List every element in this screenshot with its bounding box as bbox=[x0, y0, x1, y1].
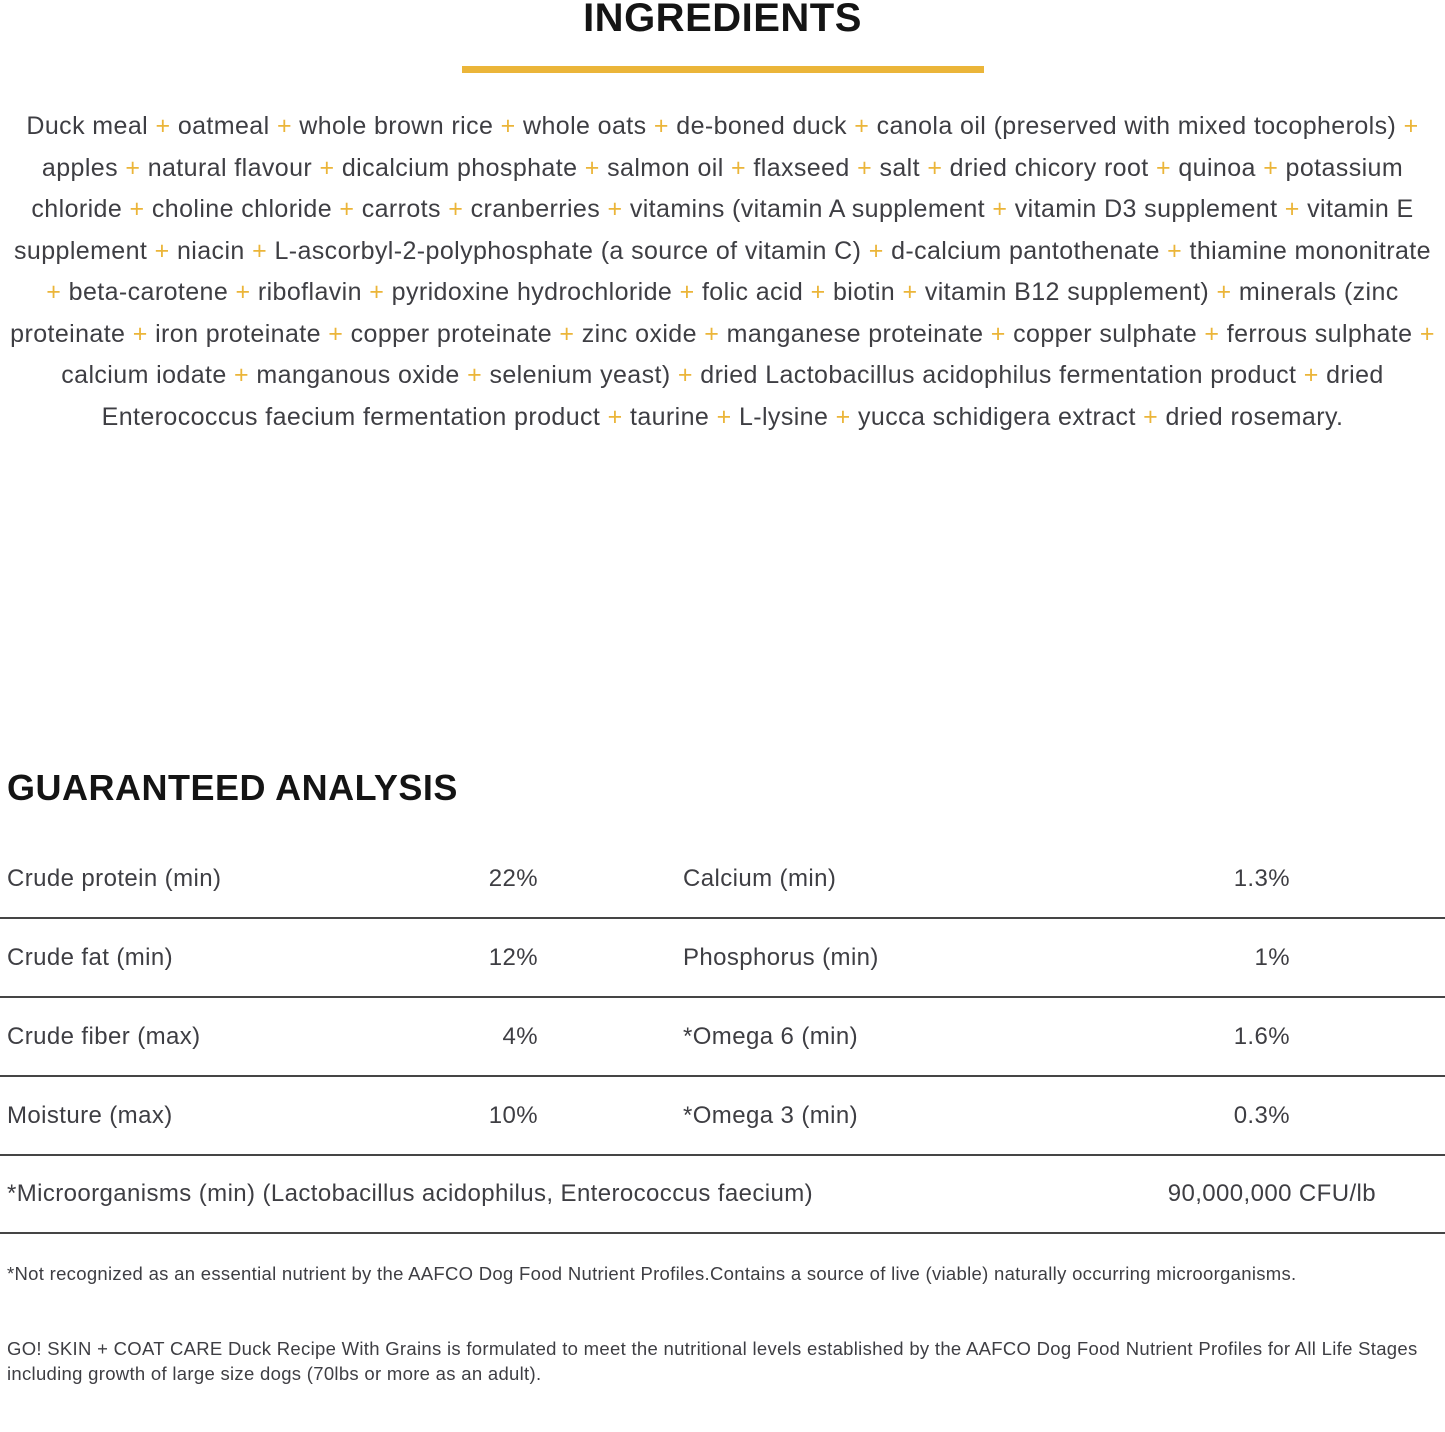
plus-separator: + bbox=[857, 153, 873, 182]
analysis-value: 1.6% bbox=[1233, 1022, 1290, 1050]
ingredient-item: manganous oxide bbox=[256, 361, 460, 389]
ingredient-item: zinc oxide bbox=[581, 319, 697, 348]
analysis-title: GUARANTEED ANALYSIS bbox=[7, 767, 458, 808]
ingredient-item: whole brown rice bbox=[299, 112, 494, 140]
plus-separator: + bbox=[1204, 319, 1220, 348]
plus-separator: + bbox=[992, 195, 1008, 223]
plus-separator: + bbox=[1143, 402, 1159, 431]
ingredient-item: selenium yeast) bbox=[489, 361, 671, 389]
ingredient-item: minerals (zinc proteinate bbox=[10, 278, 1399, 348]
plus-separator: + bbox=[1303, 361, 1319, 389]
ingredient-item: riboflavin bbox=[257, 278, 362, 306]
ingredient-item: ferrous sulphate bbox=[1226, 319, 1413, 348]
plus-separator: + bbox=[46, 278, 62, 306]
ingredients-list bbox=[6, 106, 1439, 438]
plus-separator: + bbox=[328, 319, 344, 348]
plus-separator: + bbox=[679, 278, 695, 306]
ingredient-item: yucca schidigera extract bbox=[858, 402, 1136, 431]
ingredient-item: cranberries bbox=[470, 195, 601, 223]
ingredient-item: choline chloride bbox=[151, 195, 332, 223]
ingredient-item: carrots bbox=[361, 195, 441, 223]
plus-separator: + bbox=[835, 402, 851, 431]
plus-separator: + bbox=[1216, 278, 1232, 306]
analysis-row-fat-phosphorus bbox=[0, 919, 1445, 998]
ingredient-item: salt bbox=[879, 153, 920, 182]
plus-separator: + bbox=[731, 153, 747, 182]
footnote-formulation-statement: GO! SKIN + COAT CARE Duck Recipe With Grains is formulated to meet the nutritional levels established by the AAFCO Dog Food Nutrient Profiles for All Life Stages including growth of large size dogs (70lbs or more as an adult). bbox=[7, 1338, 1418, 1384]
analysis-label: Crude protein (min) bbox=[7, 864, 222, 892]
plus-separator: + bbox=[810, 278, 826, 306]
plus-separator: + bbox=[155, 112, 171, 140]
ingredient-item: biotin bbox=[832, 278, 896, 306]
ingredient-item: apples bbox=[41, 153, 118, 182]
analysis-table bbox=[0, 840, 1445, 1234]
analysis-row-fiber-omega6 bbox=[0, 998, 1445, 1077]
analysis-value: 1% bbox=[1254, 943, 1290, 971]
plus-separator: + bbox=[1167, 236, 1183, 265]
analysis-value: 4% bbox=[502, 1022, 538, 1050]
ingredient-item: vitamin E supplement bbox=[14, 195, 1414, 265]
plus-separator: + bbox=[500, 112, 516, 140]
analysis-label: Crude fat (min) bbox=[7, 943, 174, 971]
ingredient-item: copper sulphate bbox=[1013, 319, 1198, 348]
ingredient-item: dried Enterococcus faecium fermentation product bbox=[101, 361, 1384, 431]
ingredient-item: de-boned duck bbox=[676, 112, 847, 140]
ingredient-item: whole oats bbox=[523, 112, 647, 140]
plus-separator: + bbox=[129, 195, 145, 223]
ingredient-item: dried chicory root bbox=[949, 153, 1149, 182]
ingredient-item: calcium iodate bbox=[61, 361, 227, 389]
ingredients-title: INGREDIENTS bbox=[583, 0, 862, 40]
analysis-label: Phosphorus (min) bbox=[683, 943, 879, 971]
plus-separator: + bbox=[716, 402, 732, 431]
ingredient-item: d-calcium pantothenate bbox=[891, 236, 1160, 265]
analysis-label: Calcium (min) bbox=[683, 864, 837, 892]
plus-separator: + bbox=[1403, 112, 1419, 140]
ingredient-item: beta-carotene bbox=[68, 278, 229, 306]
plus-separator: + bbox=[125, 153, 141, 182]
analysis-label: Moisture (max) bbox=[7, 1101, 173, 1129]
title-underline-rule bbox=[462, 66, 984, 73]
plus-separator: + bbox=[319, 153, 335, 182]
plus-separator: + bbox=[1419, 319, 1435, 348]
ingredient-item: vitamin B12 supplement) bbox=[924, 278, 1210, 306]
plus-separator: + bbox=[677, 361, 693, 389]
plus-separator: + bbox=[902, 278, 918, 306]
analysis-value: 22% bbox=[488, 864, 538, 892]
footnote-aafco-nutrient: *Not recognized as an essential nutrient by the AAFCO Dog Food Nutrient Profiles.Contains a source of live (viable) naturally occurring microorganisms. bbox=[7, 1263, 1297, 1284]
plus-separator: + bbox=[607, 195, 623, 223]
ingredient-item: L-ascorbyl-2-polyphosphate (a source of vitamin C) bbox=[274, 236, 862, 265]
plus-separator: + bbox=[235, 278, 251, 306]
ingredient-item: potassium chloride bbox=[31, 153, 1404, 223]
guaranteed-analysis-section bbox=[0, 766, 1445, 1234]
plus-separator: + bbox=[339, 195, 355, 223]
ingredients-section bbox=[0, 0, 1445, 438]
ingredient-item: quinoa bbox=[1178, 153, 1256, 182]
plus-separator: + bbox=[369, 278, 385, 306]
plus-separator: + bbox=[234, 361, 250, 389]
plus-separator: + bbox=[448, 195, 464, 223]
ingredient-item: salmon oil bbox=[607, 153, 724, 182]
ingredient-item: dicalcium phosphate bbox=[341, 153, 578, 182]
analysis-value: 0.3% bbox=[1233, 1101, 1290, 1129]
plus-separator: + bbox=[1155, 153, 1171, 182]
analysis-label: *Omega 6 (min) bbox=[683, 1022, 858, 1050]
ingredient-item: niacin bbox=[176, 236, 245, 265]
plus-separator: + bbox=[1284, 195, 1300, 223]
plus-separator: + bbox=[868, 236, 884, 265]
plus-separator: + bbox=[276, 112, 292, 140]
ingredient-item: vitamin D3 supplement bbox=[1014, 195, 1278, 223]
ingredient-item: vitamins (vitamin A supplement bbox=[629, 195, 986, 223]
ingredient-item: dried Lactobacillus acidophilus fermentation product bbox=[700, 361, 1297, 389]
ingredient-item: iron proteinate bbox=[155, 319, 321, 348]
ingredient-item: thiamine mononitrate bbox=[1189, 236, 1431, 265]
analysis-row-microorganisms bbox=[0, 1156, 1445, 1234]
plus-separator: + bbox=[132, 319, 148, 348]
analysis-value: 10% bbox=[488, 1101, 538, 1129]
analysis-label: *Omega 3 (min) bbox=[683, 1101, 858, 1129]
ingredient-item: Duck meal bbox=[26, 112, 149, 140]
plus-separator: + bbox=[1263, 153, 1279, 182]
plus-separator: + bbox=[990, 319, 1006, 348]
ingredient-item: folic acid bbox=[701, 278, 804, 306]
ingredient-item: copper proteinate bbox=[350, 319, 553, 348]
plus-separator: + bbox=[854, 112, 870, 140]
plus-separator: + bbox=[704, 319, 720, 348]
analysis-value: 12% bbox=[488, 943, 538, 971]
analysis-row-moisture-omega3 bbox=[0, 1077, 1445, 1156]
analysis-label: Crude fiber (max) bbox=[7, 1022, 201, 1050]
ingredient-item: canola oil (preserved with mixed tocopherols) bbox=[876, 112, 1397, 140]
analysis-value: 1.3% bbox=[1233, 864, 1290, 892]
ingredient-item: L-lysine bbox=[738, 402, 829, 431]
ingredient-item: taurine bbox=[629, 402, 710, 431]
ingredient-item: dried rosemary. bbox=[1165, 402, 1344, 431]
plus-separator: + bbox=[607, 402, 623, 431]
ingredient-item: oatmeal bbox=[177, 112, 270, 140]
plus-separator: + bbox=[559, 319, 575, 348]
ingredient-item: flaxseed bbox=[753, 153, 850, 182]
analysis-value: 90,000,000 CFU/lb bbox=[1167, 1180, 1376, 1207]
plus-separator: + bbox=[584, 153, 600, 182]
ingredient-item: pyridoxine hydrochloride bbox=[391, 278, 673, 306]
analysis-row-protein-calcium bbox=[0, 840, 1445, 919]
analysis-label: *Microorganisms (min) (Lactobacillus acidophilus, Enterococcus faecium) bbox=[7, 1180, 814, 1207]
plus-separator: + bbox=[467, 361, 483, 389]
plus-separator: + bbox=[252, 236, 268, 265]
ingredient-item: natural flavour bbox=[147, 153, 313, 182]
ingredient-item: manganese proteinate bbox=[726, 319, 984, 348]
plus-separator: + bbox=[927, 153, 943, 182]
plus-separator: + bbox=[653, 112, 669, 140]
plus-separator: + bbox=[154, 236, 170, 265]
footnotes-section bbox=[0, 1261, 1445, 1386]
